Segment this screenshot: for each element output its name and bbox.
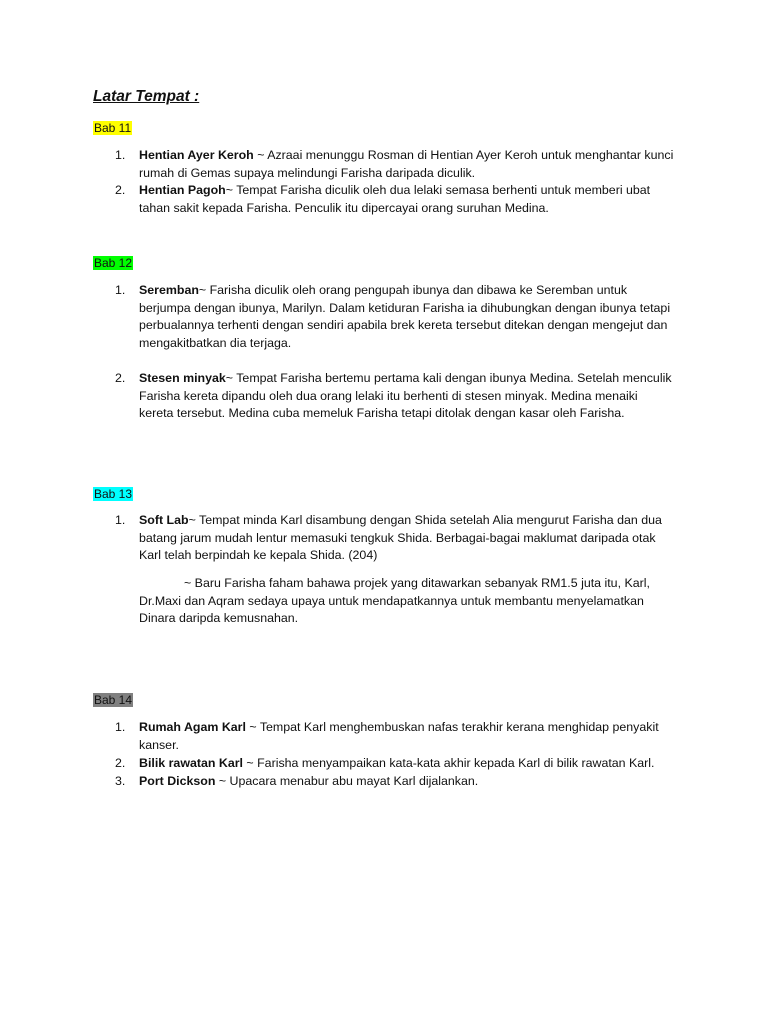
place-description: ~ Azraai menunggu Rosman di Hentian Ayer Keroh untuk menghantar kunci rumah di Gemas supaya melindungi Farisha daripada diculik. bbox=[139, 148, 674, 180]
place-description: ~ Farisha diculik oleh orang pengupah ibunya dan dibawa ke Seremban untuk berjumpa dengan ibunya, Marilyn. Dalam ketiduran Farisha ia dihubungkan dengan ibunya tetapi perbualannya terhenti dengan sendiri apabila brek kereta tersebut ditekan dengan mengejut dan mengakitbatkan dia terjaga. bbox=[139, 283, 671, 350]
place-name: Seremban bbox=[139, 283, 199, 297]
list-item bbox=[115, 719, 675, 754]
place-name: Soft Lab bbox=[139, 513, 189, 527]
place-description: ~ Upacara menabur abu mayat Karl dijalankan. bbox=[215, 774, 479, 788]
chapter-heading-bab-12: Bab 12 bbox=[94, 256, 133, 270]
list-number: 2. bbox=[115, 756, 126, 770]
list-number: 1. bbox=[115, 513, 126, 527]
document-title: Latar Tempat : bbox=[93, 88, 200, 105]
place-description: ~ Farisha menyampaikan kata-kata akhir kepada Karl di bilik rawatan Karl. bbox=[242, 756, 655, 770]
chapter-heading-bab-11: Bab 11 bbox=[94, 121, 132, 135]
place-name: Hentian Ayer Keroh bbox=[139, 148, 254, 162]
list-item bbox=[115, 147, 675, 182]
list-item bbox=[115, 512, 675, 565]
list-number: 1. bbox=[115, 720, 126, 734]
place-description: ~ Tempat Karl menghembuskan nafas terakhir kerana menghidap penyakit kanser. bbox=[139, 720, 659, 752]
list-number: 2. bbox=[115, 183, 126, 197]
place-name: Port Dickson bbox=[139, 774, 216, 788]
list-item bbox=[115, 370, 675, 423]
place-description: ~ Tempat Farisha bertemu pertama kali dengan ibunya Medina. Setelah menculik Farisha kereta dipandu oleh dua orang lelaki itu berhenti di stesen minyak. Medina menaiki kereta tersebut. Medina cuba memeluk Farisha tetapi ditolak dengan kasar oleh Farisha. bbox=[139, 371, 672, 421]
place-name: Rumah Agam Karl bbox=[139, 720, 246, 734]
place-name: Hentian Pagoh bbox=[139, 183, 226, 197]
list-item bbox=[115, 282, 675, 352]
list-number: 3. bbox=[115, 774, 126, 788]
place-name: Stesen minyak bbox=[139, 371, 226, 385]
place-description: ~ Tempat Farisha diculik oleh dua lelaki semasa berhenti untuk memberi ubat tahan sakit kepada Farisha. Penculik itu dipercayai orang suruhan Medina. bbox=[139, 183, 651, 215]
list-number: 2. bbox=[115, 371, 126, 385]
chapter-note: ~ Baru Farisha faham bahawa projek yang ditawarkan sebanyak RM1.5 juta itu, Karl, Dr.Maxi dan Aqram sedaya upaya untuk mendapatkannya untuk membantu menyelamatkan Dinara daripda kemusnahan. bbox=[139, 576, 650, 626]
list-item bbox=[115, 182, 675, 217]
list-number: 1. bbox=[115, 283, 126, 297]
chapter-heading-bab-13: Bab 13 bbox=[94, 487, 133, 501]
list-item bbox=[115, 773, 675, 791]
place-description: ~ Tempat minda Karl disambung dengan Shida setelah Alia mengurut Farisha dan dua batang jarum mudah lentur memasuki tengkuk Shida. Berbagai-bagai maklumat daripada otak Karl telah berpindah ke kepala Shida. (204) bbox=[139, 513, 662, 563]
chapter-heading-bab-14: Bab 14 bbox=[94, 693, 133, 707]
list-item bbox=[115, 755, 675, 773]
place-name: Bilik rawatan Karl bbox=[139, 756, 243, 770]
list-number: 1. bbox=[115, 148, 126, 162]
